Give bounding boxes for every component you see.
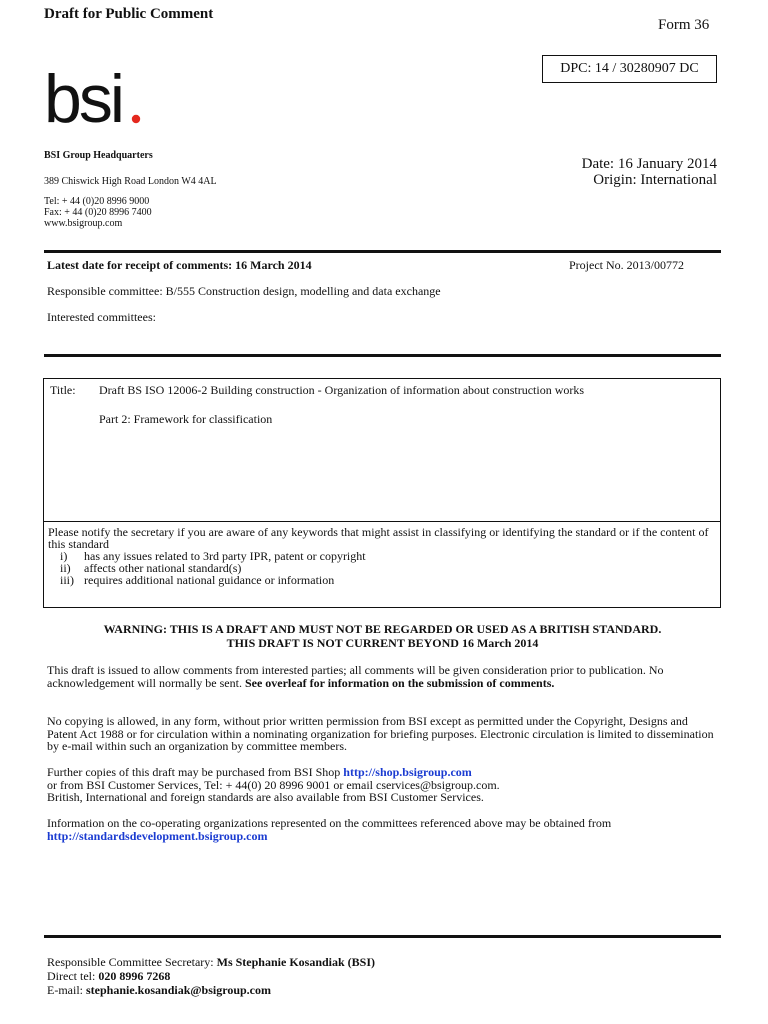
- responsible-committee: Responsible committee: B/555 Construction design, modelling and data exchange: [47, 284, 441, 298]
- divider-rule: [44, 354, 721, 357]
- title-text: Draft BS ISO 12006-2 Building construction - Organization of information about construction works: [99, 383, 585, 397]
- notify-intro: Please notify the secretary if you are aware of any keywords that might assist in classifying or identifying the standard or if the content of this standard: [48, 525, 709, 551]
- hq-contacts: [44, 196, 152, 229]
- secretary-line: [47, 955, 375, 970]
- title-part: Part 2: Framework for classification: [99, 412, 273, 426]
- interested-committees: Interested committees:: [47, 310, 156, 324]
- secretary-name: Ms Stephanie Kosandiak (BSI): [216, 955, 376, 969]
- notify-item-num: i): [60, 549, 68, 563]
- dpc-box: DPC: 14 / 30280907 DC: [542, 55, 717, 83]
- draft-warning: [44, 622, 721, 650]
- secretary-label: Responsible Committee Secretary:: [47, 955, 214, 969]
- doc-date: Date: 16 January 2014: [581, 156, 717, 172]
- notify-item-text: affects other national standard(s): [84, 561, 242, 575]
- logo-text: bsi: [44, 66, 122, 136]
- warning-line-1: WARNING: THIS IS A DRAFT AND MUST NOT BE REGARDED OR USED AS A BRITISH STANDARD.: [103, 622, 662, 636]
- shop-link[interactable]: http://shop.bsigroup.com: [343, 765, 472, 779]
- para4-text: Information on the co-operating organizations represented on the committees referenced above may be obtained from: [47, 816, 612, 830]
- paragraph-draft-info: [47, 664, 719, 689]
- para3-text1: Further copies of this draft may be purchased from BSI Shop: [47, 765, 341, 779]
- secretary-email[interactable]: stephanie.kosandiak@bsigroup.com: [86, 983, 271, 997]
- project-number: Project No. 2013/00772: [569, 258, 684, 272]
- hq-address: 389 Chiswick High Road London W4 4AL: [44, 176, 217, 187]
- date-origin-block: [582, 156, 717, 188]
- para3-text3: British, International and foreign standards are also available from BSI Customer Services.: [47, 790, 484, 804]
- secretary-tel-line: [47, 969, 170, 984]
- hq-web[interactable]: www.bsigroup.com: [44, 218, 123, 229]
- paragraph-further-copies: [47, 766, 719, 804]
- notify-item-text: has any issues related to 3rd party IPR, patent or copyright: [84, 549, 366, 563]
- title-label: Title:: [50, 383, 76, 397]
- hq-title: BSI Group Headquarters: [44, 150, 153, 161]
- para3-text2: or from BSI Customer Services, Tel: + 44(0) 20 8996 9001 or email cservices@bsigroup.com.: [47, 777, 500, 792]
- paragraph-copying: No copying is allowed, in any form, without prior written permission from BSI except as permitted under the Copyright, Designs and Patent Act 1988 or for circulation within a nominating organization for briefing purposes. Electronic circulation is limited to dissemination by e-mail within such an organization by committee members.: [47, 714, 714, 753]
- latest-date: Latest date for receipt of comments: 16 March 2014: [47, 258, 312, 272]
- notify-item-text: requires additional national guidance or information: [84, 573, 335, 587]
- para1-text: This draft is issued to allow comments from interested parties; all comments will be given consideration prior to publication. No acknowledgement will normally be sent.: [47, 663, 664, 690]
- para1-bold: See overleaf for information on the submission of comments.: [244, 675, 555, 690]
- logo-dot: [132, 115, 140, 123]
- hq-tel: Tel: + 44 (0)20 8996 9000: [44, 196, 150, 207]
- notify-item: [48, 574, 712, 586]
- notify-item-num: ii): [60, 561, 71, 575]
- paragraph-cooperating-orgs: [47, 817, 719, 842]
- divider-rule: [44, 250, 721, 253]
- title-box-divider: [44, 521, 720, 522]
- draft-label: Draft for Public Comment: [44, 6, 214, 22]
- form-label: Form 36: [658, 17, 710, 33]
- bsi-logo: [44, 66, 164, 136]
- notify-item-num: iii): [60, 573, 74, 587]
- warning-line-2: THIS DRAFT IS NOT CURRENT BEYOND 16 March 2014: [226, 636, 539, 650]
- title-box: [43, 378, 721, 608]
- email-label: E-mail:: [47, 983, 83, 997]
- standards-dev-link[interactable]: http://standardsdevelopment.bsigroup.com: [47, 828, 268, 843]
- doc-origin: Origin: International: [593, 172, 717, 188]
- tel-label: Direct tel:: [47, 969, 96, 983]
- divider-rule: [44, 935, 721, 938]
- hq-fax: Fax: + 44 (0)20 8996 7400: [44, 207, 152, 218]
- secretary-email-line: [47, 983, 271, 998]
- notify-section: [48, 526, 712, 586]
- secretary-tel: 020 8996 7268: [98, 969, 171, 983]
